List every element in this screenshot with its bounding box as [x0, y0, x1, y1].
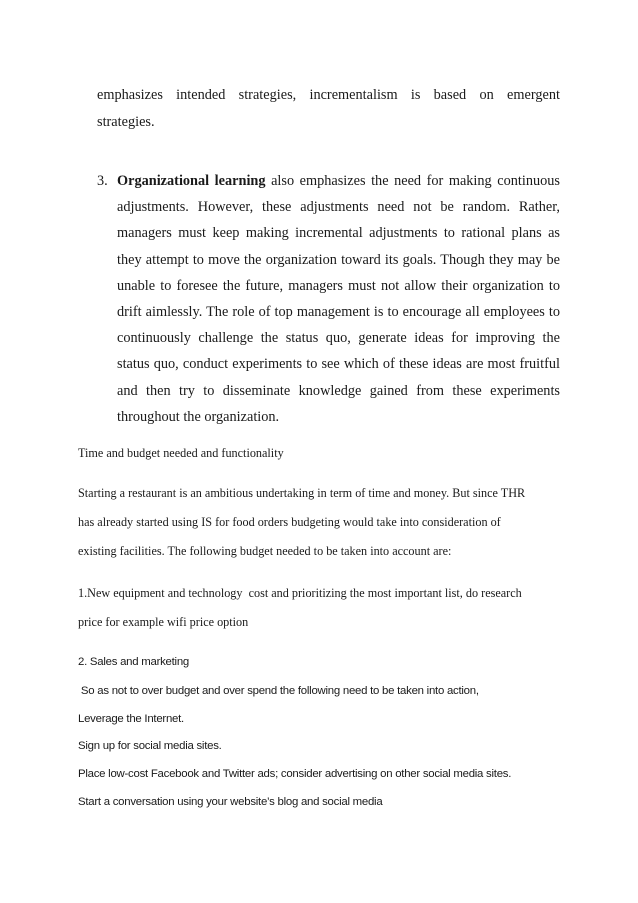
word: incrementalism	[309, 87, 398, 103]
sales-line: So as not to over budget and over spend the following need to be taken into action,	[78, 685, 479, 697]
list-number: 3.	[97, 173, 108, 189]
word: intended	[176, 87, 226, 103]
paragraph-continuation-end: strategies.	[97, 114, 155, 130]
equipment-line-1: 1.New equipment and technology cost and prioritizing the most important list, do research	[78, 586, 522, 600]
paragraph-continuation-line	[97, 87, 560, 104]
word: emergent	[507, 87, 560, 103]
sales-heading: 2. Sales and marketing	[78, 656, 190, 668]
sales-line: Place low-cost Facebook and Twitter ads; consider advertising on other social media sites.	[78, 768, 512, 780]
word: on	[479, 87, 494, 103]
word: is	[410, 87, 421, 103]
budget-paragraph-line-1: Starting a restaurant is an ambitious undertaking in term of time and money. But since THR	[78, 486, 526, 500]
sales-line: Start a conversation using your website’s blog and social media	[78, 796, 383, 808]
section-heading: Time and budget needed and functionality	[78, 446, 284, 460]
organizational-learning-paragraph	[117, 168, 560, 430]
word: strategies,	[238, 87, 297, 103]
sales-line: Sign up for social media sites.	[78, 740, 222, 752]
sales-line: Leverage the Internet.	[78, 713, 184, 725]
budget-paragraph-line-2: has already started using IS for food orders budgeting would take into consideration of	[78, 515, 501, 529]
budget-paragraph-line-3: existing facilities. The following budget needed to be taken into account are:	[78, 544, 452, 558]
word: emphasizes	[97, 87, 163, 103]
item-heading: Organizational learning	[117, 173, 266, 189]
equipment-line-2: price for example wifi price option	[78, 615, 249, 629]
item-body: also emphasizes the need for making continuous adjustments. However, these adjustments need not be random. Rather, managers must keep making incremental adjustments to rational plans as they attempt to move the organization toward its goals. Though they may be unable to foresee the future, managers must not allow their organization to drift aimlessly. The role of top management is to encourage all employees to continuously challenge the status quo, generate ideas for improving the status quo, conduct experiments to see which of these ideas are most fruitful and then try to disseminate knowledge gained from these experiments throughout the organization.	[117, 173, 560, 425]
word: based	[433, 87, 467, 103]
